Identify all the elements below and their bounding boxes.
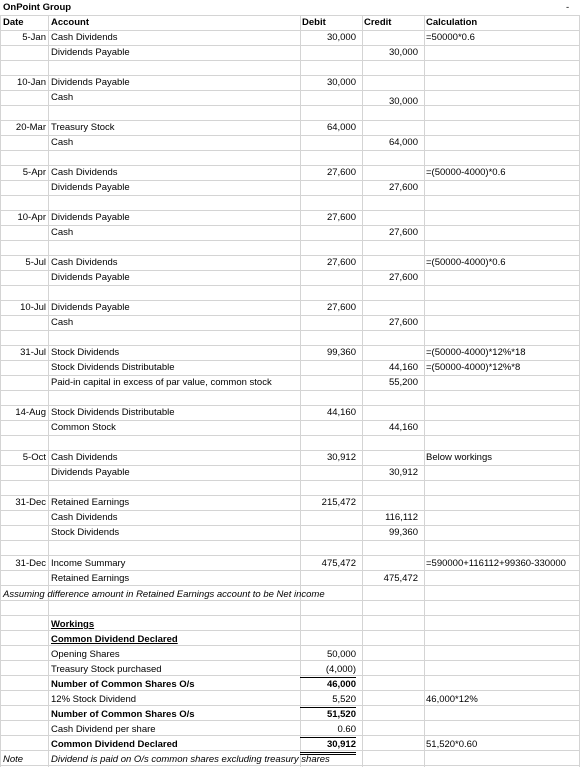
entry-debit[interactable]: 30,912 [326, 452, 356, 463]
grid-row-line [0, 480, 579, 481]
header-calculation[interactable]: Calculation [426, 17, 478, 28]
sheet-title[interactable]: OnPoint Group [3, 2, 72, 13]
workings-label[interactable]: Cash Dividend per share [51, 724, 156, 735]
grid-row-line [0, 315, 579, 316]
workings-value[interactable]: 0.60 [300, 723, 356, 738]
workings-value[interactable]: (4,000) [300, 663, 356, 678]
workings-value[interactable]: 51,520 [326, 709, 356, 720]
grid-col-line [362, 15, 363, 767]
entry-account[interactable]: Cash Dividends [51, 452, 118, 463]
entry-account[interactable]: Stock Dividends [51, 527, 120, 538]
entry-account[interactable]: Common Stock [51, 422, 116, 433]
entry-credit[interactable]: 27,600 [388, 182, 418, 193]
entry-calculation[interactable]: =(50000-4000)*0.6 [426, 257, 506, 268]
workings-title[interactable]: Workings [51, 619, 95, 630]
entry-debit[interactable]: 475,472 [321, 558, 356, 569]
entry-date[interactable]: 31-Dec [15, 497, 46, 508]
workings-value[interactable]: 50,000 [326, 649, 356, 660]
entry-account[interactable]: Cash Dividends [51, 32, 118, 43]
entry-account[interactable]: Dividends Payable [51, 272, 130, 283]
entry-credit[interactable]: 30,000 [388, 96, 418, 107]
grid-row-line [0, 135, 579, 136]
entry-account[interactable]: Cash [51, 317, 74, 328]
corner-mark: - [566, 2, 570, 13]
note-label[interactable]: Note [3, 754, 24, 765]
entry-account[interactable]: Dividends Payable [51, 302, 130, 313]
entry-debit[interactable]: 30,000 [326, 77, 356, 88]
entry-account[interactable]: Cash Dividends [51, 512, 118, 523]
entry-credit[interactable]: 116,112 [385, 512, 418, 523]
grid-row-line [0, 105, 579, 106]
grid-row-line [0, 615, 579, 616]
entry-credit[interactable]: 44,160 [388, 422, 418, 433]
entry-account[interactable]: Dividends Payable [51, 182, 130, 193]
workings-label[interactable]: Opening Shares [51, 649, 120, 660]
entry-account[interactable]: Cash Dividends [51, 167, 118, 178]
grid-row-line [0, 330, 579, 331]
entry-credit[interactable]: 99,360 [388, 527, 418, 538]
entry-credit[interactable]: 475,472 [383, 573, 418, 584]
entry-date[interactable]: 20-Mar [15, 122, 46, 133]
workings-calculation[interactable]: 46,000*12% [426, 694, 478, 705]
entry-debit[interactable]: 99,360 [326, 347, 356, 358]
workings-value[interactable]: 30,912 [300, 738, 356, 755]
entry-account[interactable]: Cash Dividends [51, 257, 118, 268]
entry-account[interactable]: Income Summary [51, 558, 126, 569]
entry-debit[interactable]: 64,000 [326, 122, 356, 133]
entry-credit[interactable]: 44,160 [388, 362, 418, 373]
workings-label[interactable]: Number of Common Shares O/s [51, 679, 195, 690]
entry-account[interactable]: Cash [51, 137, 74, 148]
entry-date[interactable]: 31-Jul [20, 347, 46, 358]
entry-account[interactable]: Retained Earnings [51, 573, 130, 584]
entry-credit[interactable]: 27,600 [388, 317, 418, 328]
entry-credit[interactable]: 64,000 [388, 137, 418, 148]
grid-row-line [0, 285, 579, 286]
entry-credit[interactable]: 27,600 [388, 227, 418, 238]
grid-col-line [424, 15, 425, 767]
entry-account[interactable]: Retained Earnings [51, 497, 130, 508]
workings-calculation[interactable]: 51,520*0.60 [426, 739, 478, 750]
workings-label[interactable]: Number of Common Shares O/s [51, 709, 195, 720]
entry-account[interactable]: Dividends Payable [51, 467, 130, 478]
entry-debit[interactable]: 27,600 [326, 212, 356, 223]
entry-debit[interactable]: 27,600 [326, 302, 356, 313]
entry-date[interactable]: 14-Aug [15, 407, 46, 418]
entry-date[interactable]: 5-Jul [25, 257, 46, 268]
header-debit[interactable]: Debit [302, 17, 326, 28]
workings-label[interactable]: 12% Stock Dividend [51, 694, 137, 705]
entry-date[interactable]: 10-Jan [16, 77, 46, 88]
entry-account[interactable]: Paid-in capital in excess of par value, common stock [51, 377, 272, 388]
entry-date[interactable]: 10-Jul [20, 302, 46, 313]
entry-calculation[interactable]: =(50000-4000)*12%*8 [426, 362, 521, 373]
grid-row-line [0, 225, 579, 226]
workings-subtitle[interactable]: Common Dividend Declared [51, 634, 178, 645]
entry-account[interactable]: Cash [51, 227, 74, 238]
workings-value[interactable]: 5,520 [300, 693, 356, 708]
entry-debit[interactable]: 30,000 [326, 32, 356, 43]
assumption-text[interactable]: Assuming difference amount in Retained Earnings account to be Net income [3, 589, 325, 600]
grid-row-line [0, 90, 579, 91]
grid-row-line [0, 390, 579, 391]
entry-date[interactable]: 31-Dec [15, 558, 46, 569]
entry-calculation[interactable]: =(50000-4000)*0.6 [426, 167, 506, 178]
entry-calculation[interactable]: =590000+116112+99360-330000 [426, 558, 566, 569]
entry-debit[interactable]: 215,472 [321, 497, 356, 508]
header-date[interactable]: Date [3, 17, 24, 28]
entry-date[interactable]: 5-Oct [22, 452, 46, 463]
grid-col-line [48, 15, 49, 767]
header-credit[interactable]: Credit [364, 17, 392, 28]
entry-calculation[interactable]: Below workings [426, 452, 492, 463]
entry-account[interactable]: Stock Dividends [51, 347, 120, 358]
grid-row-line [0, 60, 579, 61]
entry-date[interactable]: 5-Apr [22, 167, 46, 178]
entry-account[interactable]: Dividends Payable [51, 77, 130, 88]
entry-account[interactable]: Dividends Payable [51, 212, 130, 223]
grid-row-line [0, 555, 579, 556]
workings-label[interactable]: Treasury Stock purchased [51, 664, 162, 675]
entry-account[interactable]: Treasury Stock [51, 122, 115, 133]
grid-row-line [0, 540, 579, 541]
grid-row-line [0, 150, 579, 151]
entry-calculation[interactable]: =50000*0.6 [426, 32, 475, 43]
entry-account[interactable]: Cash [51, 92, 74, 103]
grid-row-line [0, 435, 579, 436]
note-text[interactable]: Dividend is paid on O/s common shares excluding treasury shares [51, 754, 330, 765]
entry-date[interactable]: 10-Apr [17, 212, 46, 223]
entry-debit[interactable]: 27,600 [326, 167, 356, 178]
workings-value[interactable]: 46,000 [326, 679, 356, 690]
entry-debit[interactable]: 44,160 [326, 407, 356, 418]
entry-account[interactable]: Stock Dividends Distributable [51, 362, 175, 373]
entry-calculation[interactable]: =(50000-4000)*12%*18 [426, 347, 526, 358]
header-account[interactable]: Account [51, 17, 89, 28]
entry-credit[interactable]: 55,200 [388, 377, 418, 388]
grid-row-line [0, 195, 579, 196]
entry-account[interactable]: Dividends Payable [51, 47, 130, 58]
entry-account[interactable]: Stock Dividends Distributable [51, 407, 175, 418]
entry-credit[interactable]: 30,000 [388, 47, 418, 58]
workings-label[interactable]: Common Dividend Declared [51, 739, 178, 750]
entry-credit[interactable]: 27,600 [388, 272, 418, 283]
entry-debit[interactable]: 27,600 [326, 257, 356, 268]
entry-credit[interactable]: 30,912 [388, 467, 418, 478]
entry-date[interactable]: 5-Jan [22, 32, 46, 43]
grid-row-line [0, 240, 579, 241]
